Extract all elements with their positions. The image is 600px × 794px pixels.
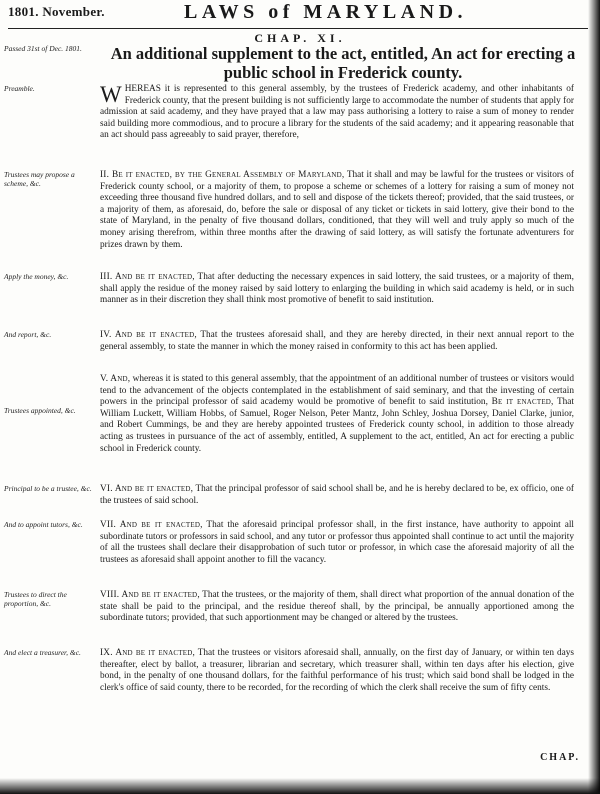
margin-note-principal: Principal to be a trustee, &c.	[4, 484, 92, 493]
header-month: November.	[42, 4, 105, 19]
section-2-lead: II. Be it enacted, by the General Assembly of Maryland,	[100, 170, 345, 180]
margin-note-trustees-appointed: Trustees appointed, &c.	[4, 406, 76, 415]
section-7-lead: VII. And be it enacted,	[100, 520, 203, 530]
section-8-lead: VIII. And be it enacted,	[100, 590, 200, 600]
chapter-title: An additional supplement to the act, entitled, An act for erecting a public school in Frederick county.	[110, 44, 576, 82]
section-8	[100, 590, 574, 625]
section-5-lead: V. And,	[100, 374, 131, 384]
margin-note-report: And report, &c.	[4, 330, 52, 339]
section-6-lead: VI. And be it enacted,	[100, 484, 194, 494]
catchword: CHAP.	[540, 752, 580, 763]
section-9-text: That the trustees or visitors aforesaid shall, annually, on the first day of January, or within ten days thereafter, elect by ballot, a treasurer, librarian and secretary, which treasurer shall, within ten days after his election, give bond, in the penalty of one thousand dollars, for the faithful performance of his trust; which said bond shall be lodged in the clerk's office of said county, there to be recorded, for the recording of which the clerk shall receive the sum of fifty cents.	[100, 648, 574, 693]
margin-note-proportion: Trustees to direct the proportion, &c.	[4, 590, 67, 608]
section-2	[100, 170, 574, 251]
running-title: LAWS of MARYLAND.	[184, 1, 468, 23]
section-6-text: That the principal professor of said school shall be, and he is hereby declared to be, ex officio, one of the trustees of said school.	[100, 484, 574, 506]
margin-note-passed: Passed 31st of Dec. 1801.	[4, 44, 82, 53]
margin-note-tutors: And to appoint tutors, &c.	[4, 520, 83, 529]
section-9	[100, 648, 574, 694]
header-year: 1801.	[8, 4, 39, 19]
section-4-lead: IV. And be it enacted,	[100, 330, 197, 340]
scan-edge-bottom	[0, 778, 600, 794]
drop-cap: W	[100, 82, 123, 107]
preamble-text: HEREAS it is represented to this general assembly, by the trustees of Frederick academy, and other inhabitants of Frederick county, that the present building is not sufficiently large to accommodate the number of students that apply for admission at said academy, and they have prayed that a law may pass authorising a lottery to raise a sum of money to render said building more commodious, and to procure a library for the students of the said academy; and it appearing reasonable that an act should pass agreeably to said prayer, therefore,	[100, 84, 574, 141]
running-header	[8, 2, 588, 29]
section-5-text-b: That William Luckett, William Hobbs, of Samuel, Roger Nelson, Peter Mantz, John Schley, Joshua Dorsey, Daniel Clarke, junior, and Robert Cummings, be and they are hereby appointed trustees of Frederick county school, in addition to those already acting as trustees in pursuance of the act of assembly, entitled, A supplement to the act, entitled, An act for erecting a public school in Frederick county.	[100, 397, 574, 454]
section-6	[100, 484, 574, 507]
margin-note-apply-money: Apply the money, &c.	[4, 272, 69, 281]
margin-note-treasurer: And elect a treasurer, &c.	[4, 648, 81, 657]
section-3	[100, 272, 574, 307]
section-2-text: That it shall and may be lawful for the trustees or visitors of Frederick county school, or a majority of them, to propose a scheme or schemes of a lottery for raising a sum of money not exceeding three thousand five hundred dollars, and to sell and dispose of the tickets thereof; provided, that the said trustees, or a majority of them, as aforesaid, do, before the sale or disposal of any ticket or tickets in said lottery, give their bond to the state of Maryland, in the penalty of five thousand dollars, conditioned, that they will well and truly apply so much of the money arising therefrom, within three months after the drawing of said lottery, as will satisfy the fortunate adventurers for prizes drawn by them.	[100, 170, 574, 250]
scan-edge-right	[588, 0, 600, 794]
section-5-enacting: Be it enacted,	[487, 397, 554, 408]
margin-note-trustees-propose: Trustees may propose a scheme, &c.	[4, 170, 75, 188]
header-date	[8, 4, 105, 20]
chapter-label: CHAP. XI.	[254, 31, 346, 45]
section-3-text: That after deducting the necessary expences in said lottery, the said trustees, or a majority of them, shall apply the residue of the money raised by said lottery to enlarging the building in which said academy is held, or in such manner as in their discretion they shall think most promotive of benefit to said institution.	[100, 272, 574, 306]
section-5-text-a: whereas it is stated to this general assembly, that the appointment of an additional number of trustees or visitors would tend to the advancement of the objects contemplated in the establishment of said seminary, and that the investing of certain powers in the principal professor of said academy would be promotive of benefit to said institution,	[100, 374, 575, 408]
section-9-lead: IX. And be it enacted,	[100, 648, 195, 658]
section-7-text: That the aforesaid principal professor shall, in the first instance, have authority to appoint all subordinate tutors or professors in said school, and any tutor or professor thus appointed shall continue to act until the majority of all the trustees shall declare their disapprobation of such tutor or professor, in which case the aforesaid majority of all the trustees as aforesaid shall appoint another to fill the vacancy.	[100, 520, 574, 565]
section-7	[100, 520, 574, 566]
section-8-text: That the trustees, or the majority of them, shall direct what proportion of the annual donation of the state shall be paid to the principal, and the residue thereof shall, by the principal, be annually apportioned among the subordinate tutors; provided, that such apportionment may be changed or altered by the trustees.	[100, 590, 574, 624]
margin-note-preamble: Preamble.	[4, 84, 35, 93]
section-4	[100, 330, 574, 353]
section-4-text: That the trustees aforesaid shall, and they are hereby directed, in their next annual report to the general assembly, to state the manner in which the money raised in conformity to this act has been applied.	[100, 330, 574, 352]
section-5	[100, 374, 574, 455]
section-3-lead: III. And be it enacted,	[100, 272, 195, 282]
preamble-paragraph	[100, 84, 574, 142]
